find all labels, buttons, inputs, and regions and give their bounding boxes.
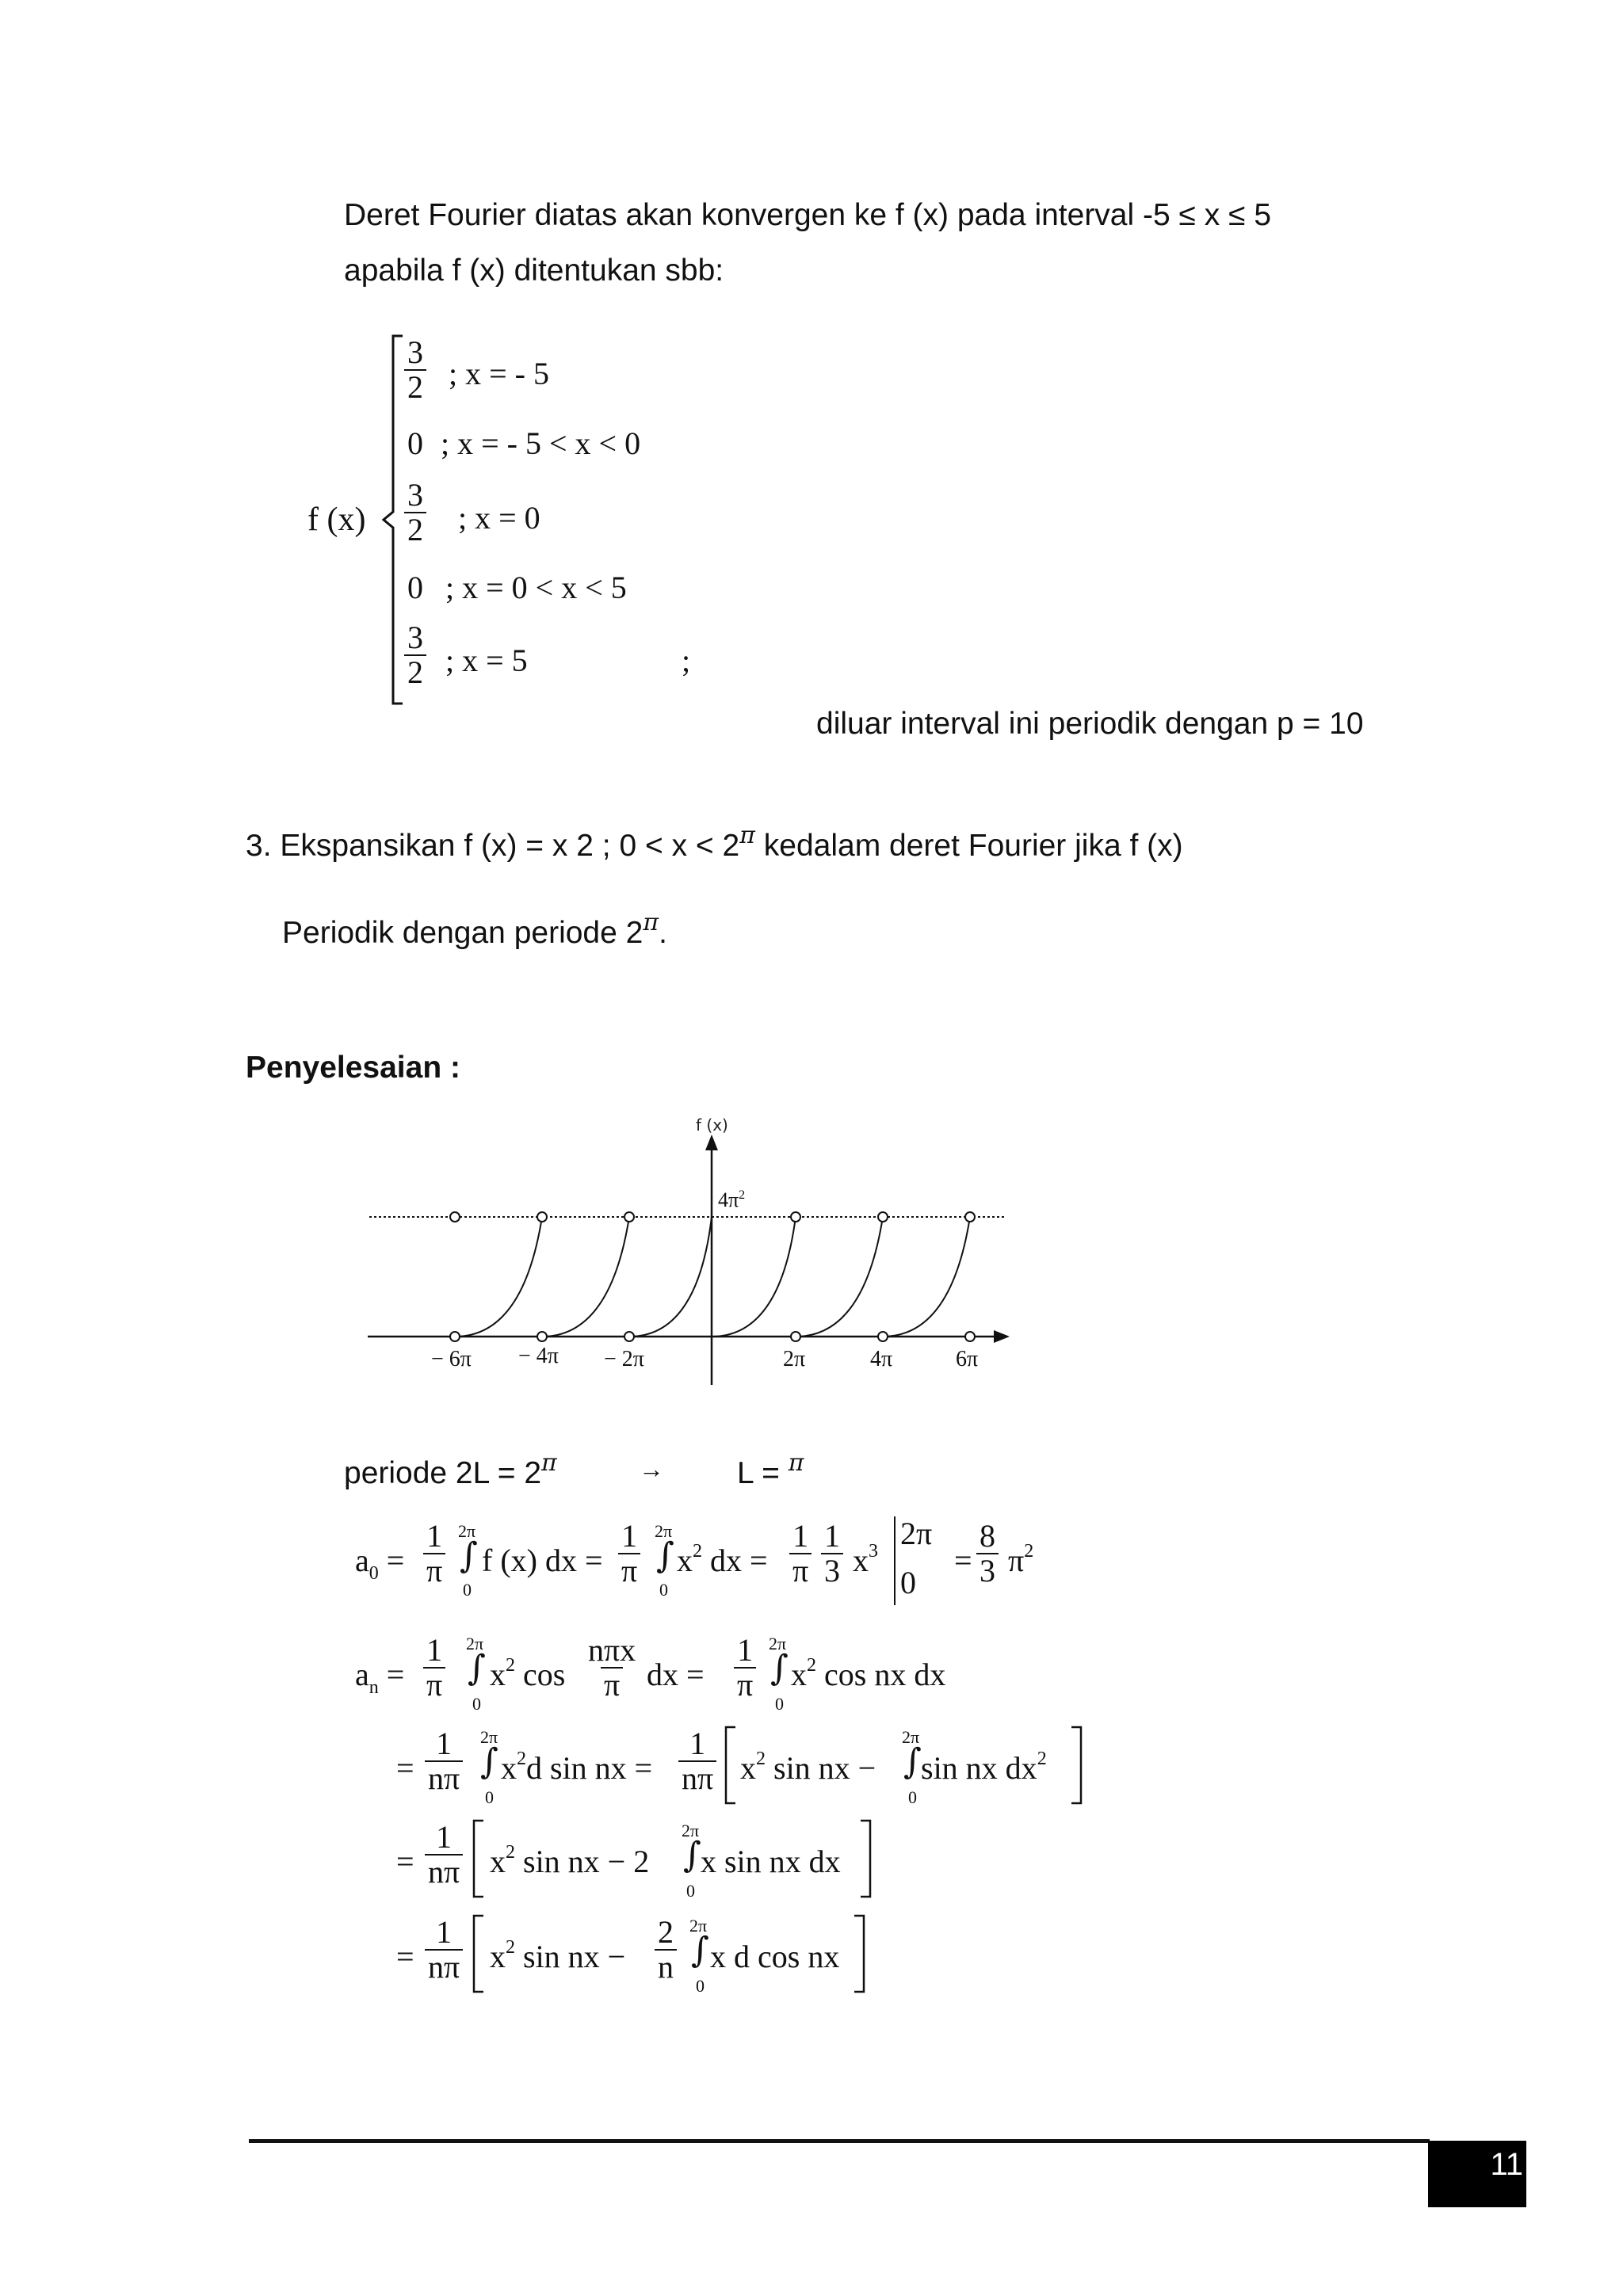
- x-tick-4pi: 4π: [870, 1347, 893, 1371]
- an-lhs: $a_n$ =: [355, 1657, 405, 1698]
- line2-bracket-body: $x^2$ sin nx −: [740, 1749, 876, 1786]
- line2-int2-upper: 2π: [902, 1727, 920, 1747]
- a0-int2-lower: 0: [659, 1580, 668, 1600]
- line2-int2-lower: 0: [908, 1787, 917, 1807]
- an-dx-equals: dx =: [647, 1657, 705, 1692]
- page-number: 11: [1490, 2147, 1523, 2182]
- line3-body: $x^2$ sin nx − 2: [490, 1842, 650, 1879]
- integral-icon: ∫: [480, 1741, 498, 1782]
- level-label: $4\pi^2$: [718, 1188, 746, 1211]
- right-bracket-icon: [1068, 1726, 1084, 1805]
- intro-line-1: Deret Fourier diatas akan konvergen ke f (x) pada interval -5 ≤ x ≤ 5: [344, 198, 1272, 232]
- a0-int1-lower: 0: [463, 1580, 472, 1600]
- periodic-note: diluar interval ini periodik dengan p = 10: [816, 707, 1364, 741]
- a0-int2-upper: 2π: [655, 1521, 673, 1541]
- problem-3-line-2: Periodik dengan periode $2^\pi$.: [282, 909, 667, 950]
- right-bracket-icon: [857, 1819, 873, 1898]
- an-int1-lower: 0: [472, 1694, 481, 1714]
- page-number-box: [1428, 2141, 1526, 2207]
- solution-heading: Penyelesaian :: [246, 1051, 460, 1085]
- line3-int-lower: 0: [686, 1881, 695, 1901]
- integral-icon: ∫: [903, 1741, 922, 1782]
- line4-equals: =: [396, 1939, 414, 1974]
- a0-equals: =: [954, 1543, 972, 1578]
- a0-eval-bottom: 0: [900, 1565, 916, 1600]
- case-3-condition: ; x = 0: [458, 500, 540, 536]
- case-5-value: $\frac{3}{2}$: [404, 621, 426, 689]
- sawtooth-graph: [363, 1109, 1021, 1394]
- case-4-condition: ; x = 0 < x < 5: [445, 570, 627, 605]
- x-tick-6pi: 6π: [956, 1347, 979, 1371]
- x-tick-neg4pi: − 4π: [518, 1344, 559, 1368]
- integral-icon: ∫: [683, 1835, 701, 1875]
- arrow-icon: →: [639, 1455, 664, 1483]
- left-bracket-icon: [723, 1726, 739, 1805]
- case-1-condition: ; x = - 5: [449, 356, 549, 391]
- x-tick-neg6pi: − 6π: [431, 1347, 472, 1371]
- line4-frac-2n: $\frac{2}{n}$: [655, 1916, 677, 1984]
- integral-icon: ∫: [691, 1930, 709, 1970]
- case-4-value: 0: [407, 570, 423, 605]
- line2-int-upper: 2π: [480, 1727, 498, 1747]
- integral-icon: ∫: [460, 1535, 478, 1576]
- a0-frac-3: $\frac{1}{\pi}$: [789, 1520, 812, 1588]
- integral-icon: ∫: [770, 1648, 789, 1688]
- line2-equals: =: [396, 1750, 414, 1786]
- left-bracket-icon: [471, 1914, 487, 1993]
- line2-frac-1: $\frac{1}{n\pi}$: [425, 1727, 463, 1795]
- integral-icon: ∫: [468, 1648, 486, 1688]
- a0-lhs: $a_0$ =: [355, 1543, 405, 1584]
- x-tick-2pi: 2π: [783, 1347, 806, 1371]
- line4-body: $x^2$ sin nx −: [490, 1937, 626, 1974]
- an-frac-2: $\frac{1}{\pi}$: [734, 1634, 756, 1702]
- left-bracket-icon: [471, 1819, 487, 1898]
- a0-frac-1: $\frac{1}{\pi}$: [423, 1520, 445, 1588]
- a0-x-cubed: $x^3$: [853, 1541, 878, 1578]
- case-1-value: $\frac{3}{2}$: [404, 336, 426, 404]
- piecewise-lhs: f (x): [307, 502, 366, 538]
- x-tick-neg2pi: − 2π: [604, 1347, 644, 1371]
- case-5-trailing: ;: [682, 643, 691, 678]
- a0-frac-2: $\frac{1}{\pi}$: [618, 1520, 640, 1588]
- line4-int-upper: 2π: [689, 1916, 708, 1936]
- an-frac-1: $\frac{1}{\pi}$: [423, 1634, 445, 1702]
- a0-eval-top: 2π: [900, 1516, 933, 1551]
- line2-int-lower: 0: [485, 1787, 494, 1807]
- period-line-right: L = $^\pi$: [737, 1449, 804, 1490]
- left-brace-icon: [379, 333, 407, 707]
- line4-end: x d cos nx: [710, 1939, 840, 1974]
- right-bracket-icon: [851, 1914, 867, 1993]
- y-axis-label: f (x): [696, 1116, 728, 1135]
- line3-int-upper: 2π: [682, 1821, 700, 1840]
- an-int2-lower: 0: [775, 1694, 784, 1714]
- a0-result-pi: $\pi^2$: [1008, 1541, 1034, 1578]
- case-2-condition: ; x = - 5 < x < 0: [441, 425, 641, 461]
- evaluation-bar: [894, 1516, 896, 1605]
- a0-int1-upper: 2π: [458, 1521, 476, 1541]
- a0-integrand-2: $x^2$ dx =: [677, 1541, 768, 1578]
- line4-int-lower: 0: [696, 1976, 705, 1996]
- line4-frac: $\frac{1}{n\pi}$: [425, 1916, 463, 1984]
- an-integrand-2: $x^2$ cos nx dx: [791, 1655, 946, 1692]
- line3-equals: =: [396, 1844, 414, 1879]
- integral-icon: ∫: [656, 1535, 674, 1576]
- line2-bracket-end: sin nx $dx^2$: [921, 1749, 1047, 1786]
- case-5-condition: ; x = 5: [445, 643, 528, 678]
- a0-frac-result: $\frac{8}{3}$: [976, 1520, 999, 1588]
- period-line-left: periode $2L = 2^\pi$: [344, 1449, 557, 1490]
- intro-line-2: apabila f (x) ditentukan sbb:: [344, 254, 724, 288]
- an-int1-upper: 2π: [466, 1634, 484, 1653]
- a0-integrand-1: f (x) dx =: [482, 1543, 603, 1578]
- a0-frac-4: $\frac{1}{3}$: [821, 1520, 843, 1588]
- line2-mid: $x^2d$ sin nx =: [501, 1749, 653, 1786]
- case-3-value: $\frac{3}{2}$: [404, 479, 426, 547]
- footer-rule: [249, 2139, 1430, 2143]
- case-2-value: 0: [407, 425, 423, 461]
- line2-frac-2: $\frac{1}{n\pi}$: [678, 1727, 716, 1795]
- line3-frac: $\frac{1}{n\pi}$: [425, 1821, 463, 1889]
- an-integrand: $x^2$ cos: [490, 1655, 566, 1692]
- problem-3-line-1: 3. Ekspansikan f (x) = x 2 ; $0 < x < 2^\pi$ kedalam deret Fourier jika f (x): [246, 822, 1183, 863]
- an-frac-arg: nπx π: [588, 1632, 636, 1703]
- line3-end: x sin nx dx: [701, 1844, 841, 1879]
- an-int2-upper: 2π: [769, 1634, 787, 1653]
